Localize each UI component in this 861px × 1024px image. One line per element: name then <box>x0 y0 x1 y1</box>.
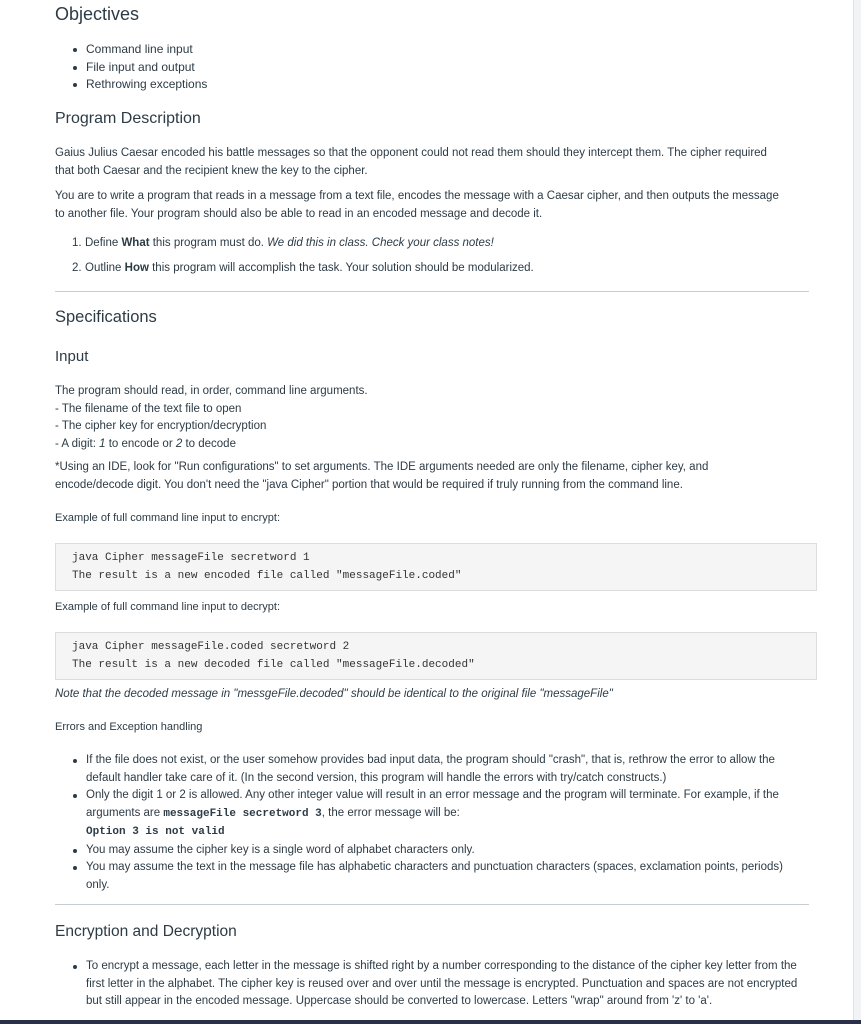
caesar-paragraph: Gaius Julius Caesar encoded his battle messages so that the opponent could not read them should they intercept them. The cipher required that both Caesar and the recipient knew the key to the cipher. <box>55 147 767 177</box>
task-paragraph: You are to write a program that reads in a message from a text file, encodes the message with a Caesar cipher, and then outputs the message to another file. Your program should also be able to read in an encoded message and decode it. <box>55 190 779 220</box>
input-line: The program should read, in order, command line arguments. <box>55 385 368 397</box>
step-number: 1. <box>72 237 82 249</box>
step-text: Define <box>85 237 122 249</box>
digit-text: - A digit: <box>55 437 100 450</box>
encrypt-code-block: java Cipher messageFile secretword 1 The result is a new encoded file called "messageFile.coded" <box>55 543 817 591</box>
encryption-list <box>55 958 809 1011</box>
step-bold: How <box>124 262 149 274</box>
digit-text: to encode or <box>105 437 176 450</box>
specifications-heading: Specifications <box>55 308 157 326</box>
error-code: messageFile secretword 3 <box>163 807 322 820</box>
list-item <box>55 787 809 842</box>
error-message: Option 3 is not valid <box>86 826 225 838</box>
bottom-bar <box>0 1020 861 1024</box>
encryption-heading: Encryption and Decryption <box>55 923 237 940</box>
program-description-heading: Program Description <box>55 110 201 127</box>
encrypt-example-label: Example of full command line input to encrypt: <box>55 512 281 524</box>
list-item: File input and output <box>55 59 207 77</box>
decoded-note: Note that the decoded message in "messgeFile.decoded" should be identical to the original file "messageFile" <box>55 688 613 700</box>
digit-one: 1 <box>99 437 106 450</box>
input-line: - The cipher key for encryption/decryption <box>55 420 267 432</box>
step-italic: We did this in class. Check your class notes! <box>267 237 494 249</box>
list-item: You may assume the text in the message file has alphabetic characters and punctuation characters (spaces, exclamation points, periods) only. <box>55 859 809 894</box>
list-item: If the file does not exist, or the user somehow provides bad input data, the program should "crash", that is, rethrow the error to allow the default handler take care of it. (In the second version, this program will handle the errors with try/catch constructs.) <box>55 752 809 787</box>
objectives-list <box>55 41 207 94</box>
ide-note: *Using an IDE, look for "Run configurations" to set arguments. The IDE arguments needed are only the filename, cipher key, and encode/decode digit. You don't need the "java Cipher" portion that would be required if truly running from the command line. <box>55 461 709 491</box>
step-bold: What <box>121 237 150 249</box>
section-divider <box>55 904 809 905</box>
step-item <box>55 235 534 260</box>
decrypt-example-label: Example of full command line input to decrypt: <box>55 601 281 613</box>
decrypt-code-block: java Cipher messageFile.coded secretword 2 The result is a new decoded file called "messageFile.decoded" <box>55 632 817 680</box>
errors-heading: Errors and Exception handling <box>55 721 203 733</box>
list-item: You may assume the cipher key is a single word of alphabet characters only. <box>55 842 809 860</box>
input-line <box>55 436 368 454</box>
step-item <box>55 260 534 285</box>
list-item: To encrypt a message, each letter in the message is shifted right by a number corresponding to the distance of the cipher key letter from the first letter in the alphabet. The cipher key is reused over and over until the message is encrypted. Punctuation and spaces are not encrypted but still appear in the encoded message. Uppercase should be converted to lowercase. Letters "wrap" around from 'z' to 'a'. <box>55 958 809 1011</box>
list-item: Command line input <box>55 41 207 59</box>
objectives-heading: Objectives <box>55 4 140 24</box>
list-item: Rethrowing exceptions <box>55 76 207 94</box>
errors-list <box>55 752 809 894</box>
section-divider <box>55 291 809 292</box>
digit-text: to decode <box>182 437 236 450</box>
error-text: , the error message will be: <box>321 806 460 819</box>
step-text: this program will accomplish the task. Your solution should be modularized. <box>148 262 534 274</box>
digit-two: 2 <box>175 437 183 450</box>
input-arguments <box>55 383 368 453</box>
step-text: Outline <box>85 262 125 274</box>
step-text: this program must do. <box>149 237 268 249</box>
input-heading: Input <box>55 348 89 365</box>
step-number: 2. <box>72 262 82 274</box>
input-line: - The filename of the text file to open <box>55 402 242 415</box>
error-text: Only the digit 1 or 2 is allowed. Any other integer value will result in an error message and the program will terminate. For example, if the arguments are <box>86 789 779 819</box>
steps-list <box>55 235 534 285</box>
